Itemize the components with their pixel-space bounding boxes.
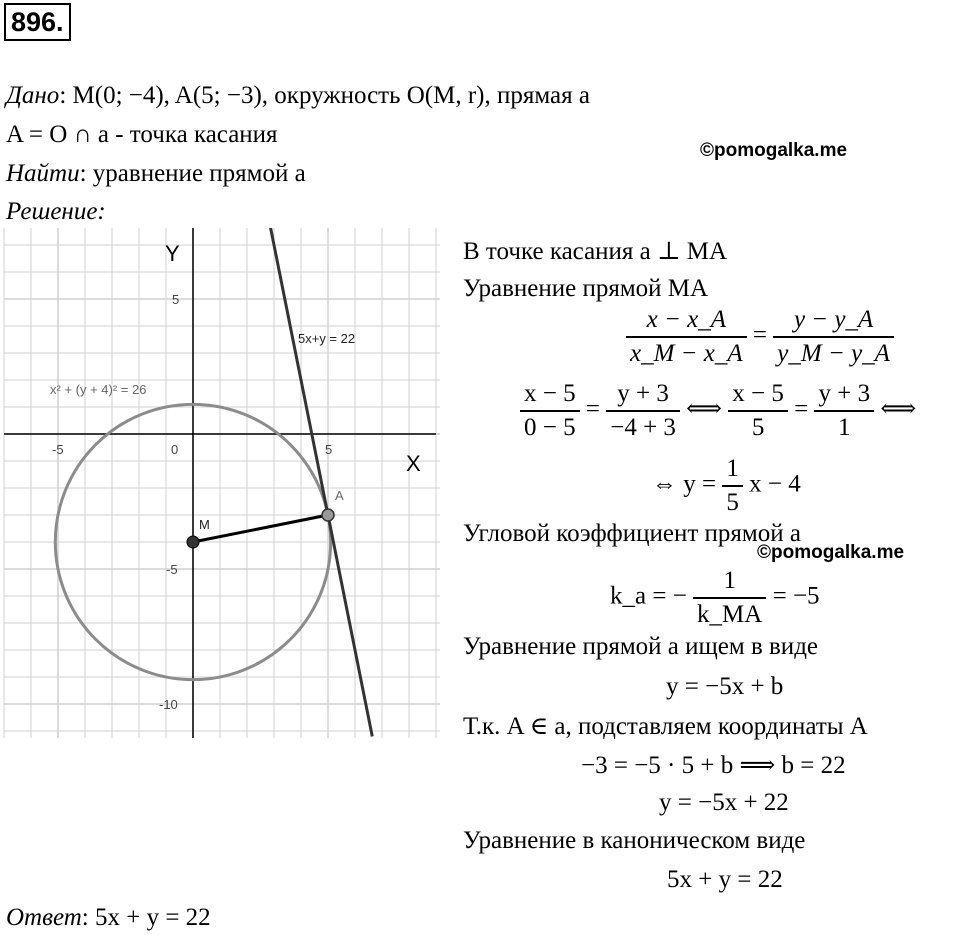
fraction: $\frac{y - y\_A}{y\_M - y\_A}$ [773,306,894,368]
watermark: ©pomogalka.me [757,542,905,563]
given-line [6,82,590,110]
step-substitute: Т.к. A ∈ a, подставляем координаты A [463,713,868,740]
fraction: $\frac{y + 3}{-4 + 3}$ [606,380,680,442]
tick-y-neg5: -5 [166,562,178,577]
point-a [322,509,334,521]
step-line-ma: Уравнение прямой MA [463,275,709,302]
formula-line-ma-result: ⇔ y = $\frac{1}{5}$ x − 4 [652,455,801,516]
point-m [187,536,199,548]
find-line [6,160,306,188]
formula-two-point: $\frac{x - x\_A}{x\_M - x\_A}$ = $\frac{y - y\_A}{y\_M - y\_A}$ [626,306,894,368]
watermark: ©pomogalka.me [700,140,848,161]
step-line-form: Уравнение прямой a ищем в виде [463,633,819,660]
step-canonical: Уравнение в каноническом виде [463,827,806,854]
fraction: $\frac{y + 3}{1}$ [814,380,874,442]
point-a-label: A [335,488,344,503]
circle-equation-label: x² + (y + 4)² = 26 [50,382,147,397]
fraction: $\frac{x - 5}{5}$ [728,380,788,442]
segment-ma [193,515,328,542]
tick-x-0: 0 [171,442,179,457]
formula-substitution: $\frac{x - 5}{0 - 5}$ = $\frac{y + 3}{-4 + 3}$ ⟺ $\frac{x - 5}{5}$ = $\frac{y + 3}{1}$ ⟺ [520,380,916,442]
fraction: $\frac{x - 5}{0 - 5}$ [520,380,580,442]
answer-line [6,904,211,932]
find-text: : уравнение прямой a [79,160,306,187]
formula-line-a: y = −5x + 22 [659,789,789,816]
fraction: $\frac{1}{k\_MA}$ [693,567,766,629]
fraction: $\frac{1}{5}$ [722,455,743,517]
tick-x-neg5: -5 [52,442,64,457]
formula-slope: k_a = − $\frac{1}{k\_MA}$ = −5 [610,567,820,628]
given-label: Дано [6,82,60,109]
find-label: Найти [6,160,80,187]
formula-find-b: −3 = −5 · 5 + b ⟹ b = 22 [581,752,846,779]
step-slope: Угловой коэффициент прямой a [463,520,801,547]
step-perpendicular: В точке касания a ⊥ MA [463,238,728,265]
tick-y-neg10: -10 [159,697,178,712]
tick-x-5: 5 [325,442,333,457]
answer-label: Ответ [6,904,82,931]
line-equation-label: 5x+y = 22 [298,331,356,346]
tick-y-5: 5 [172,292,180,307]
formula-line-form: y = −5x + b [666,673,784,700]
tangent-point-line: A = O ∩ a - точка касания [6,121,278,148]
x-axis-label: X [406,451,421,476]
y-axis-label: Y [165,241,180,266]
point-m-label: M [199,517,210,532]
formula-canonical: 5x + y = 22 [667,866,783,893]
tangent-line [265,228,372,736]
graph [0,228,440,738]
answer-text: : 5x + y = 22 [81,904,211,931]
solution-label: Решение: [6,198,106,225]
fraction: $\frac{x - x\_A}{x\_M - x\_A}$ [626,306,747,368]
given-text: : M(0; −4), A(5; −3), окружность O(M, r), прямая a [59,82,590,109]
problem-number: 896. [4,3,71,41]
